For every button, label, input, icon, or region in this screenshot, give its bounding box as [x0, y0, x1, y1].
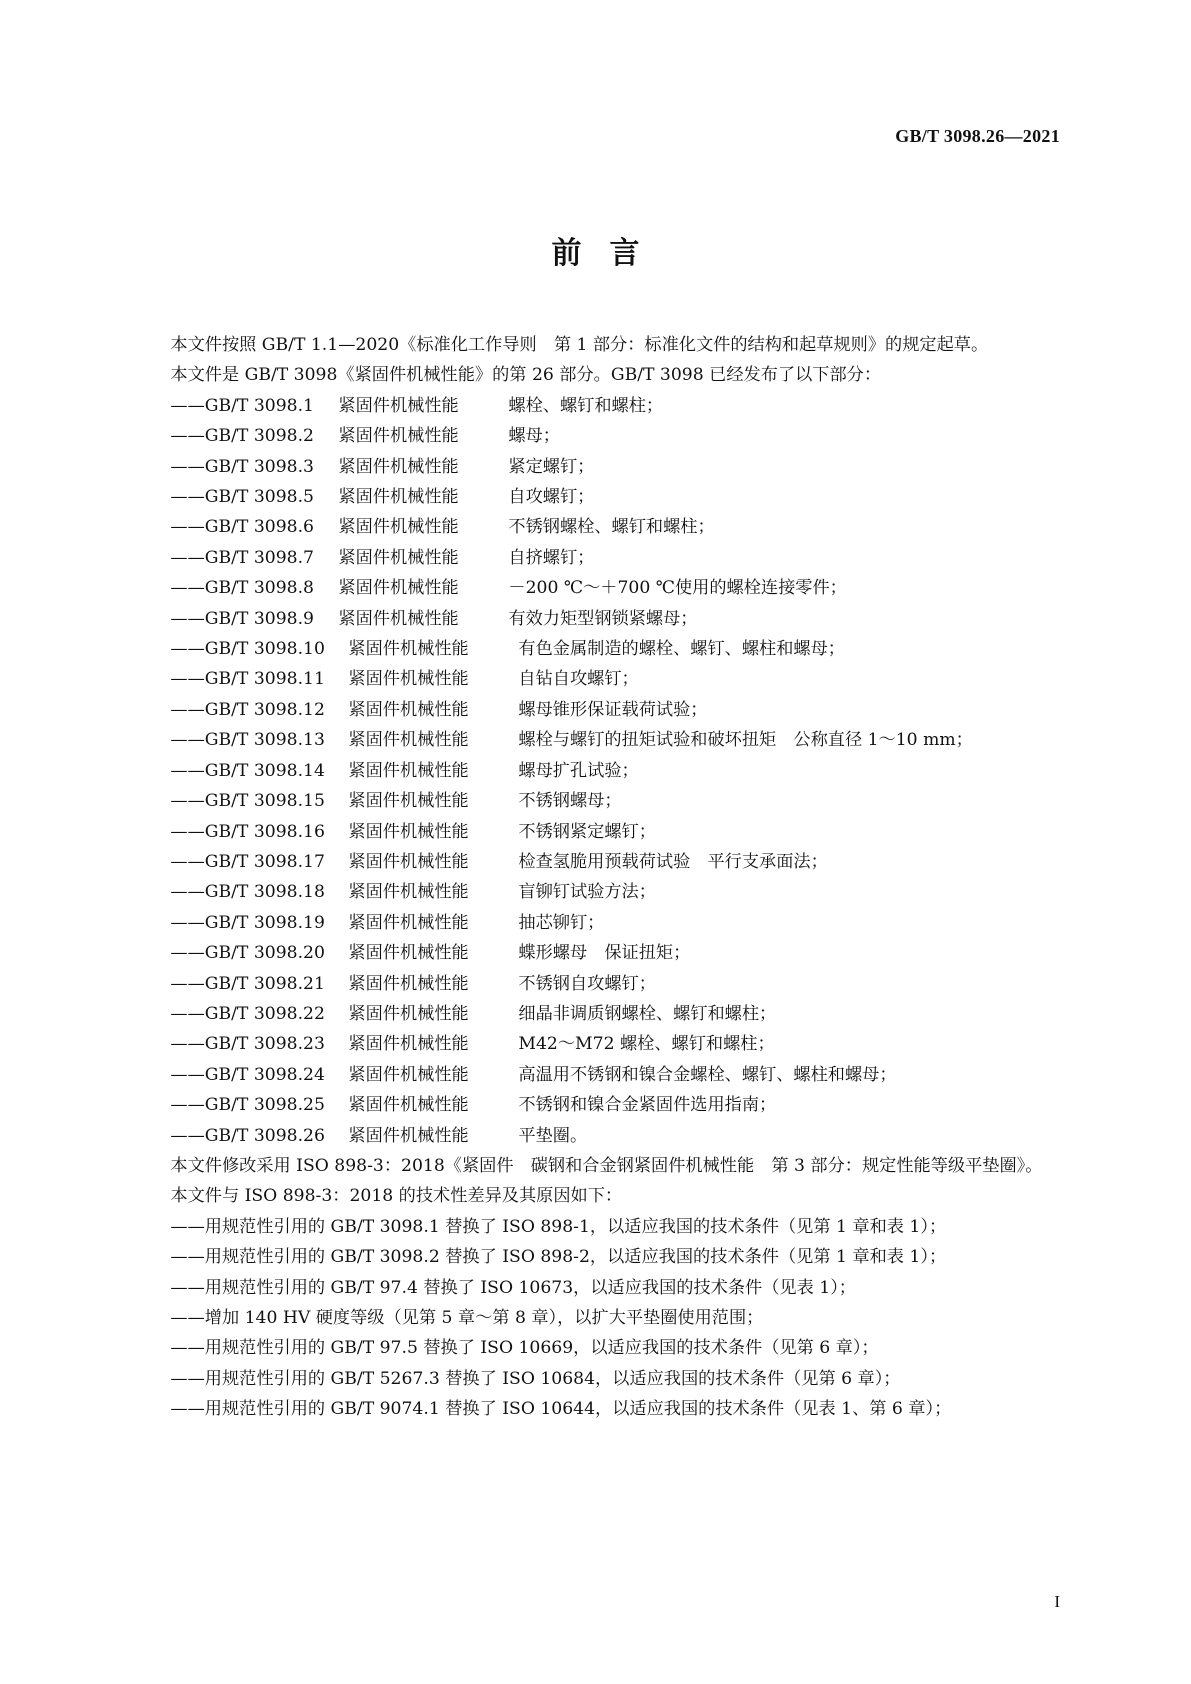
list-item	[136, 1090, 1056, 1120]
list-item	[136, 421, 1056, 451]
part-category: 紧固件机械性能	[338, 426, 459, 447]
part-description: 盲铆钉试验方法；	[518, 882, 656, 903]
part-category: 紧固件机械性能	[348, 639, 469, 660]
list-item	[136, 756, 1056, 786]
adoption-paragraph: 本文件修改采用 ISO 898-3：2018《紧固件 碳钢和合金钢紧固件机械性能 第 3 部分：规定性能等级平垫圈》。	[170, 1155, 1043, 1176]
differences-list	[136, 1212, 1056, 1425]
part-description: 螺母；	[508, 426, 560, 447]
list-item	[136, 1029, 1056, 1059]
part-category: 紧固件机械性能	[338, 517, 459, 538]
intro-paragraph-drafting: 本文件按照 GB/T 1.1—2020《标准化工作导则 第 1 部分：标准化文件的结构和起草规则》的规定起草。	[170, 335, 989, 355]
list-item	[136, 1121, 1056, 1151]
part-standard: ——GB/T 3098.24	[170, 1064, 325, 1085]
list-item	[136, 817, 1056, 847]
foreword-body	[136, 330, 1056, 1425]
part-standard: ——GB/T 3098.5	[170, 487, 314, 508]
list-item	[136, 391, 1056, 421]
list-item	[136, 604, 1056, 634]
part-category: 紧固件机械性能	[348, 1003, 469, 1024]
part-description: 蝶形螺母 保证扭矩；	[518, 943, 691, 964]
part-description: 抽芯铆钉；	[518, 912, 605, 933]
page-title: 前言	[551, 236, 668, 271]
part-standard: ——GB/T 3098.21	[170, 973, 325, 994]
part-category: 紧固件机械性能	[348, 1034, 469, 1055]
part-standard: ——GB/T 3098.18	[170, 882, 325, 903]
part-category: 紧固件机械性能	[348, 1064, 469, 1085]
part-description: 自钻自攻螺钉；	[518, 669, 639, 690]
list-item	[136, 786, 1056, 816]
part-description: 不锈钢和镍合金紧固件选用指南；	[518, 1095, 777, 1116]
differences-intro: 本文件与 ISO 898-3：2018 的技术性差异及其原因如下：	[170, 1186, 623, 1207]
part-category: 紧固件机械性能	[348, 821, 469, 842]
part-description: 高温用不锈钢和镍合金螺栓、螺钉、螺柱和螺母；	[518, 1064, 897, 1085]
part-standard: ——GB/T 3098.11	[170, 669, 325, 690]
part-standard: ——GB/T 3098.17	[170, 851, 325, 872]
part-description: 不锈钢紧定螺钉；	[518, 821, 656, 842]
part-standard: ——GB/T 3098.10	[170, 639, 325, 660]
part-standard: ——GB/T 3098.2	[170, 426, 314, 447]
list-item	[136, 847, 1056, 877]
part-standard: ——GB/T 3098.8	[170, 578, 314, 599]
part-category: 紧固件机械性能	[348, 912, 469, 933]
part-standard: ——GB/T 3098.19	[170, 912, 325, 933]
part-description: 检查氢脆用预载荷试验 平行支承面法；	[518, 851, 828, 872]
list-item: ——用规范性引用的 GB/T 5267.3 替换了 ISO 10684，以适应我国的技术条件（见第 6 章）；	[170, 1368, 901, 1389]
part-description: 有效力矩型钢锁紧螺母；	[508, 608, 698, 629]
list-item	[136, 938, 1056, 968]
part-standard: ——GB/T 3098.26	[170, 1125, 325, 1146]
part-description: 自挤螺钉；	[508, 547, 595, 568]
part-standard: ——GB/T 3098.1	[170, 395, 314, 416]
part-category: 紧固件机械性能	[348, 699, 469, 720]
list-item	[136, 452, 1056, 482]
part-standard: ——GB/T 3098.6	[170, 517, 314, 538]
part-standard: ——GB/T 3098.9	[170, 608, 314, 629]
list-item	[136, 695, 1056, 725]
part-standard: ——GB/T 3098.12	[170, 699, 325, 720]
list-item: ——用规范性引用的 GB/T 3098.1 替换了 ISO 898-1，以适应我国的技术条件（见第 1 章和表 1）；	[170, 1216, 947, 1237]
list-item: ——用规范性引用的 GB/T 97.5 替换了 ISO 10669，以适应我国的技术条件（见第 6 章）；	[170, 1338, 879, 1359]
part-standard: ——GB/T 3098.23	[170, 1034, 325, 1055]
part-category: 紧固件机械性能	[348, 1095, 469, 1116]
list-item	[136, 877, 1056, 907]
list-item	[136, 482, 1056, 512]
part-standard: ——GB/T 3098.22	[170, 1003, 325, 1024]
list-item	[136, 969, 1056, 999]
part-description: 紧定螺钉；	[508, 456, 595, 477]
part-description: 螺母扩孔试验；	[518, 760, 639, 781]
part-category: 紧固件机械性能	[348, 791, 469, 812]
part-standard: ——GB/T 3098.16	[170, 821, 325, 842]
part-category: 紧固件机械性能	[348, 730, 469, 751]
list-item: ——用规范性引用的 GB/T 97.4 替换了 ISO 10673，以适应我国的技术条件（见表 1）；	[170, 1277, 856, 1298]
part-standard: ——GB/T 3098.14	[170, 760, 325, 781]
part-description: 不锈钢螺栓、螺钉和螺柱；	[508, 517, 715, 538]
list-item	[136, 999, 1056, 1029]
part-description: 有色金属制造的螺栓、螺钉、螺柱和螺母；	[518, 639, 845, 660]
part-category: 紧固件机械性能	[348, 669, 469, 690]
part-category: 紧固件机械性能	[348, 943, 469, 964]
part-standard: ——GB/T 3098.7	[170, 547, 314, 568]
part-category: 紧固件机械性能	[338, 395, 459, 416]
part-standard: ——GB/T 3098.3	[170, 456, 314, 477]
part-description: 细晶非调质钢螺栓、螺钉和螺柱；	[518, 1003, 777, 1024]
part-standard: ——GB/T 3098.25	[170, 1095, 325, 1116]
list-item	[136, 512, 1056, 542]
part-category: 紧固件机械性能	[348, 760, 469, 781]
list-item	[136, 634, 1056, 664]
part-description: 自攻螺钉；	[508, 487, 595, 508]
part-description: M42～M72 螺栓、螺钉和螺柱；	[518, 1034, 775, 1055]
part-standard: ——GB/T 3098.15	[170, 791, 325, 812]
part-description: 不锈钢螺母；	[518, 791, 622, 812]
intro-paragraph-parts: 本文件是 GB/T 3098《紧固件机械性能》的第 26 部分。GB/T 3098 已经发布了以下部分：	[170, 365, 882, 386]
list-item: ——增加 140 HV 硬度等级（见第 5 章～第 8 章），以扩大平垫圈使用范围；	[170, 1308, 764, 1328]
part-category: 紧固件机械性能	[348, 1125, 469, 1146]
standard-number-header: GB/T 3098.26—2021	[895, 126, 1060, 146]
list-item	[136, 725, 1056, 755]
part-standard: ——GB/T 3098.20	[170, 943, 325, 964]
list-item: ——用规范性引用的 GB/T 9074.1 替换了 ISO 10644，以适应我国的技术条件（见表 1、第 6 章）；	[170, 1399, 952, 1420]
part-description: 螺栓与螺钉的扭矩试验和破坏扭矩 公称直径 1～10 mm；	[518, 730, 973, 751]
list-item	[136, 908, 1056, 938]
part-description: －200 ℃～＋700 ℃使用的螺栓连接零件；	[508, 578, 847, 599]
parts-list	[136, 391, 1056, 1151]
part-category: 紧固件机械性能	[348, 973, 469, 994]
page-number: I	[1054, 1592, 1060, 1611]
part-description: 螺栓、螺钉和螺柱；	[508, 395, 664, 416]
part-category: 紧固件机械性能	[338, 608, 459, 629]
part-description: 螺母锥形保证载荷试验；	[518, 699, 708, 720]
part-description: 不锈钢自攻螺钉；	[518, 973, 656, 994]
part-description: 平垫圈。	[518, 1125, 588, 1146]
part-standard: ——GB/T 3098.13	[170, 730, 325, 751]
list-item	[136, 543, 1056, 573]
part-category: 紧固件机械性能	[348, 851, 469, 872]
part-category: 紧固件机械性能	[338, 578, 459, 599]
part-category: 紧固件机械性能	[338, 547, 459, 568]
list-item: ——用规范性引用的 GB/T 3098.2 替换了 ISO 898-2，以适应我国的技术条件（见第 1 章和表 1）；	[170, 1247, 947, 1268]
part-category: 紧固件机械性能	[338, 456, 459, 477]
part-category: 紧固件机械性能	[348, 882, 469, 903]
list-item	[136, 573, 1056, 603]
part-category: 紧固件机械性能	[338, 487, 459, 508]
list-item	[136, 1060, 1056, 1090]
list-item	[136, 664, 1056, 694]
